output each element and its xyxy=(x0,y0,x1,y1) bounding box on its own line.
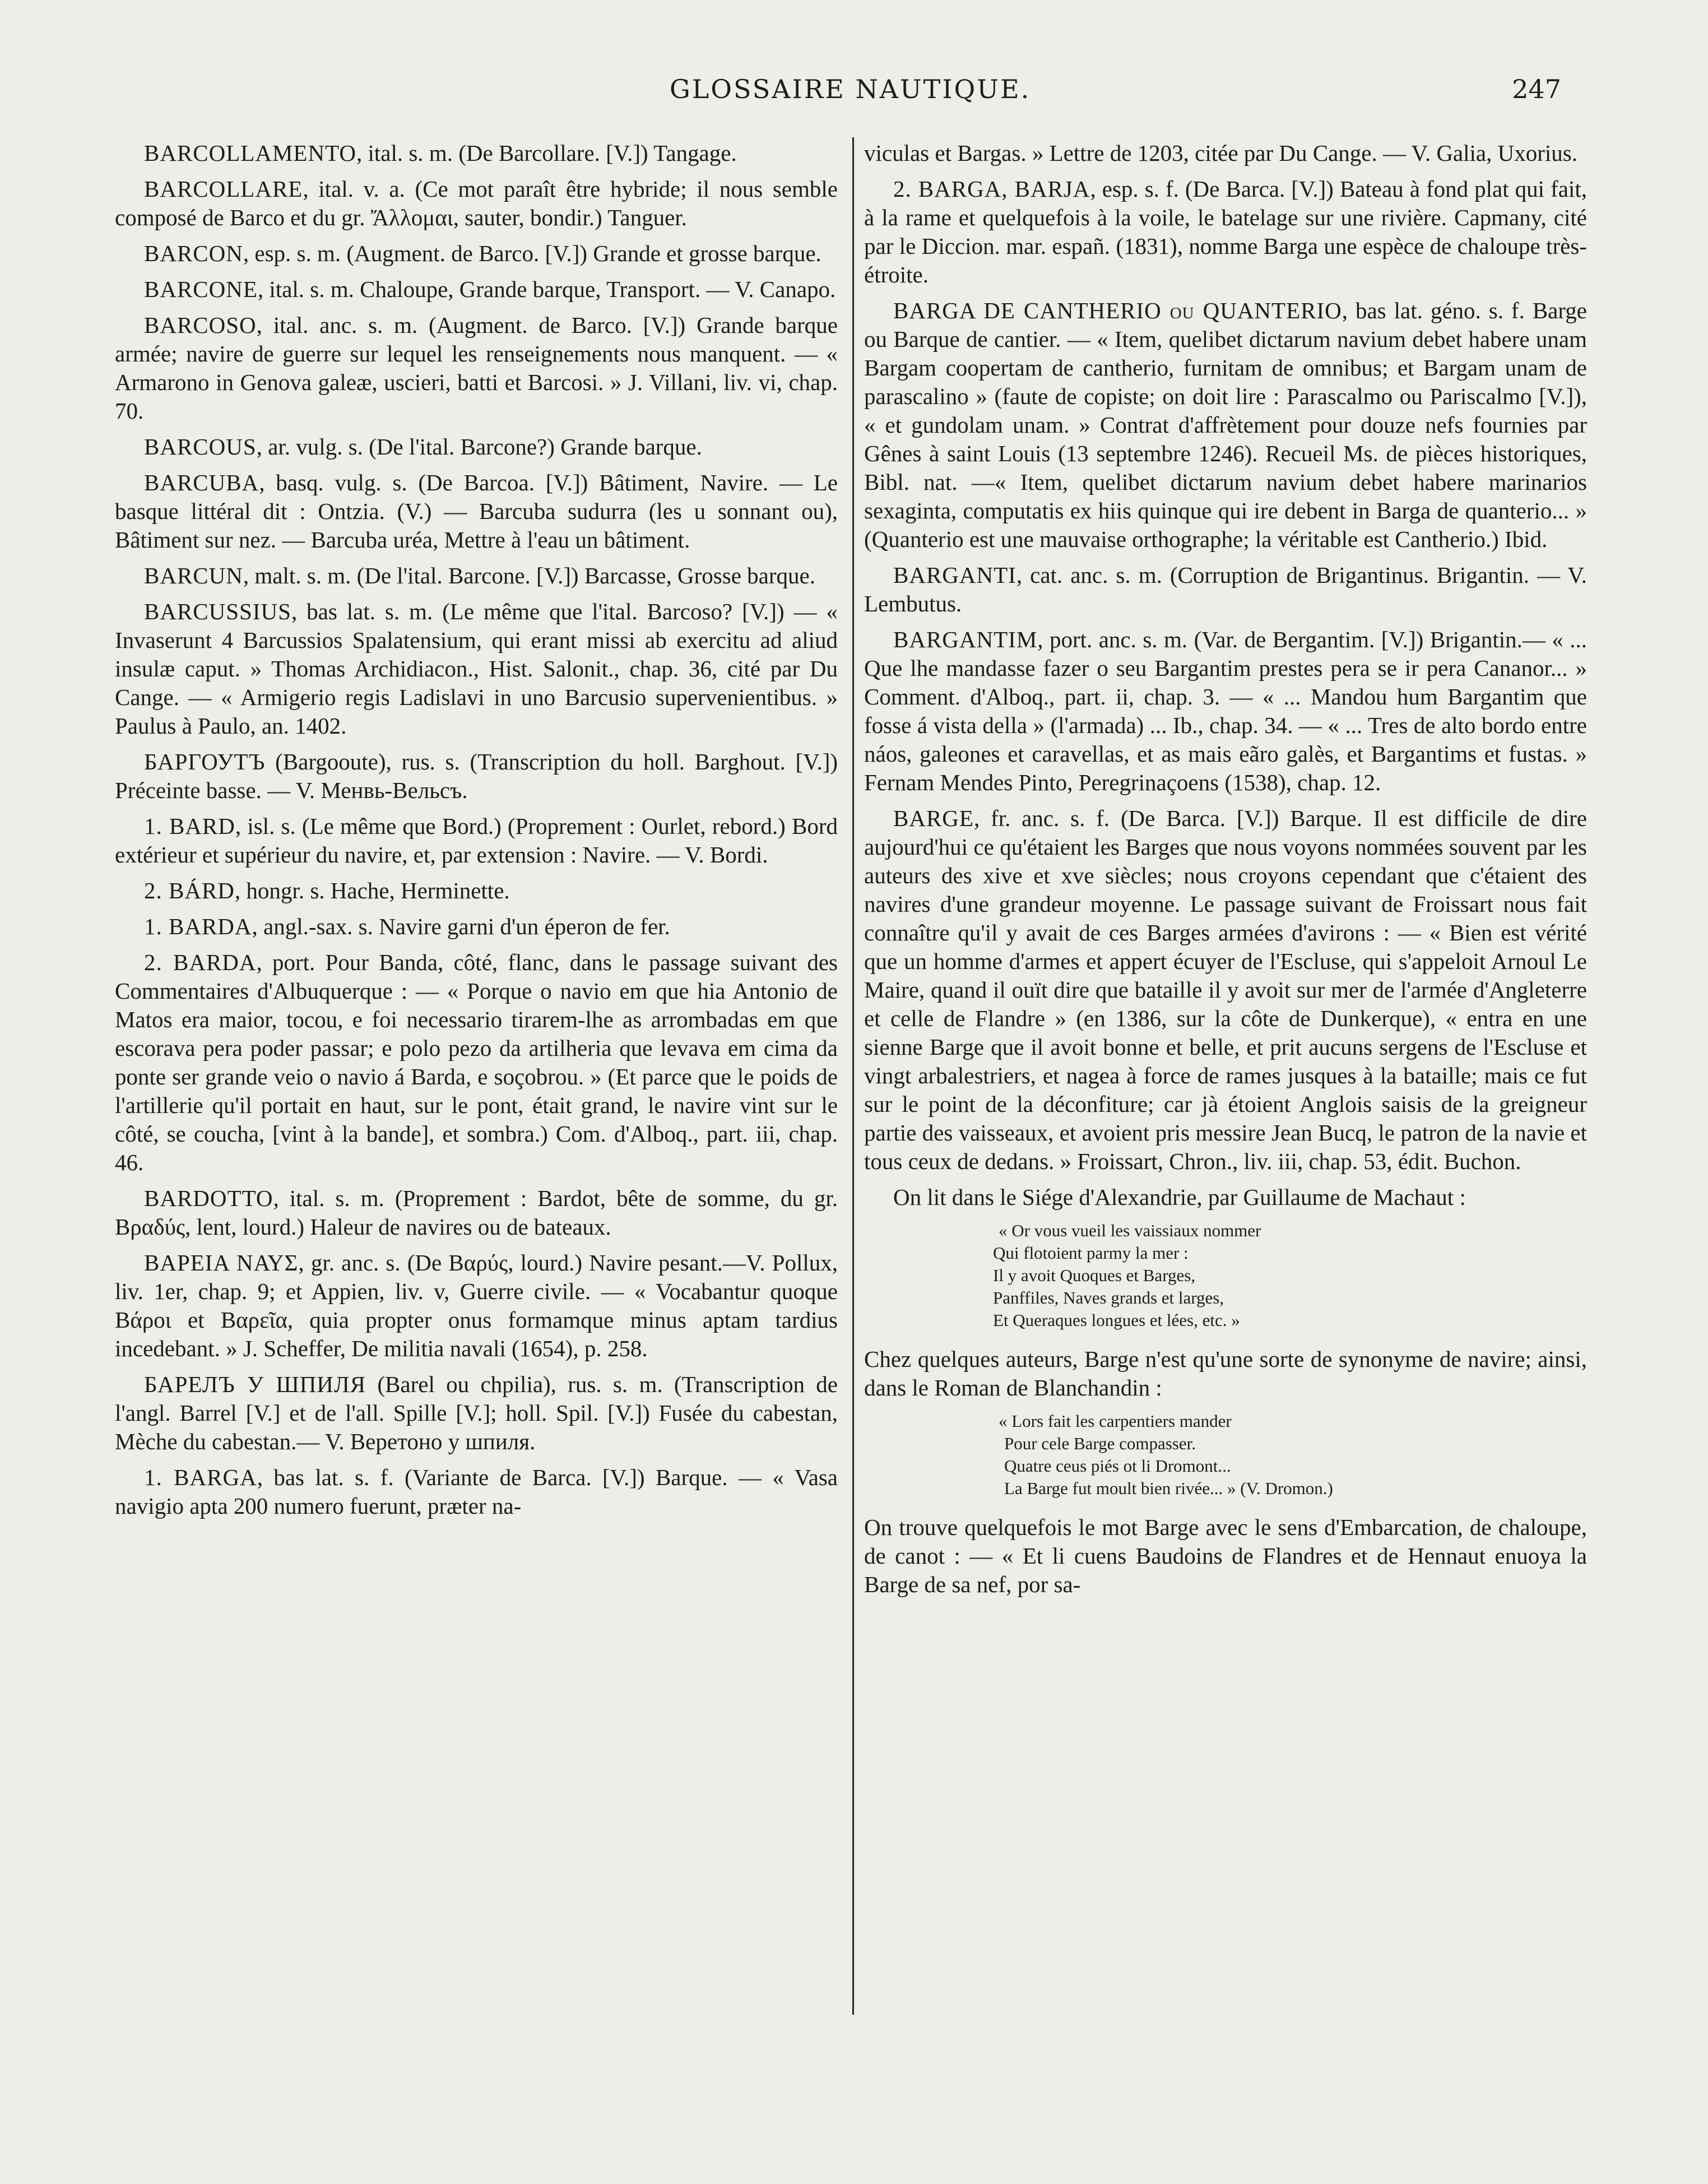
entry-text: , fr. anc. s. f. (De Barca. [V.]) Barque. Il est difficile de dire aujourd'hui ce qu'étaient les Barges que nous voyons nommées souvent par les auteurs des xive et xve siècles; nous croyons cependant que c'étaient des navires d'une grandeur moyenne. Le passage suivant de Froissart nous fait connaître qu'il y avait de ces Barges armées d'avirons : — « Bien est vérité que un homme d'armes et appert écuyer de l'Escluse, qui s'appeloit Arnoul Le Maire, quand il ouït dire que bataille il y avoit sur mer de l'armée d'Angleterre et celle de Flandre » (en 1386, sur la côte de Dunkerque), « entra en une sienne Barge que il avoit bonne et belle, et prit aucuns sergens de l'Escluse et vingt arbalestriers, et nagea à force de rames jusques à la bataille; mais ce fut sur le point de la déconfiture; car jà étoient Anglois saisis de la greigneur partie des vaisseaux, et avoient pris messire Jean Bucq, le patron de la navie et tous ceux de dedans. » Froissart, Chron., liv. iii, chap. 53, édit. Buchon. xyxy=(864,805,1587,1174)
body-paragraph: Chez quelques auteurs, Barge n'est qu'une sorte de synonyme de navire; ainsi, dans le Roman de Blanchandin : xyxy=(864,1346,1587,1401)
glossary-entry xyxy=(115,1370,838,1456)
glossary-entry xyxy=(115,139,838,168)
entry-text: , esp. s. m. (Augment. de Barco. [V.]) Grande et grosse barque. xyxy=(243,240,821,266)
entry-text: (Bargooute), rus. s. (Transcription du holl. Barghout. [V.]) Préceinte basse. — V. Менвь-Вельсъ. xyxy=(115,749,838,803)
entry-headword: BARGE xyxy=(893,805,974,831)
glossary-entry xyxy=(864,804,1587,1176)
glossary-entry xyxy=(115,469,838,554)
glossary-entry xyxy=(864,561,1587,618)
entry-text: , bas lat. s. f. (Variante de Barca. [V.]) Barque. — « Vasa navigio apta 200 numero fuerunt, præter na- xyxy=(115,1464,838,1519)
glossary-entry xyxy=(115,311,838,425)
continued-text: viculas et Bargas. » Lettre de 1203, citée par Du Cange. — V. Galia, Uxorius. xyxy=(864,140,1577,166)
glossary-entry xyxy=(115,1184,838,1241)
entry-headword: БАРГОУТЪ xyxy=(144,749,266,775)
entry-text: , bas lat. géno. s. f. Barge ou Barque de cantier. — « Item, quelibet dictarum navium debet habere unam Bargam coopertam de cantherio, furnitam de omnibus; et Bargam unam de parascalino » (faute de copiste; on doit lire : Parascalmo ou Pariscalmo [V.]), « et gundolam unam. » Contrat d'affrètement pour douze nefs fournies par Gênes à saint Louis (13 septembre 1246). Recueil Ms. de pièces historiques, Bibl. nat. —« Item, quelibet dictarum navium debet habere marinarios sexaginta, computatis ex hiis quinque qui ire debent in Barga de quanterio... » (Quanterio est une mauvaise orthographe; la véritable est Cantherio.) Ibid. xyxy=(864,298,1587,552)
glossary-entry xyxy=(115,1463,838,1520)
verse-line: Panffiles, Naves grands et larges, xyxy=(993,1288,1224,1307)
entry-text: , basq. vulg. s. (De Barcoa. [V.]) Bâtiment, Navire. — Le basque littéral dit : Ontzia. (V.) — Barcuba sudurra (les u sonnant ou), Bâtiment sur nez. — Barcuba uréa, Mettre à l'eau un bâtiment. xyxy=(115,470,838,553)
verse-line: Qui flotoient parmy la mer : xyxy=(993,1243,1189,1263)
entry-text: , malt. s. m. (De l'ital. Barcone. [V.]) Barcasse, Grosse barque. xyxy=(243,563,815,588)
glossary-entry xyxy=(115,433,838,461)
glossary-entry xyxy=(115,1249,838,1363)
entry-headword: BARGA DE CANTHERIO ou QUANTERIO xyxy=(893,298,1342,323)
entry-headword: BARDOTTO xyxy=(144,1185,273,1211)
glossary-entry xyxy=(115,748,838,805)
entry-text: , gr. anc. s. (De Βαρύς, lourd.) Navire pesant.—V. Pollux, liv. 1er, chap. 9; et Appien, liv. v, Guerre civile. — « Vocabantur quoque Βάροι et Βαρεῖα, quia propter onus formamque minus aptam tardius incedebant. » J. Scheffer, De militia navali (1654), p. 258. xyxy=(115,1250,838,1361)
entry-text: , ital. anc. s. m. (Augment. de Barco. [V.]) Grande barque armée; navire de guerre sur lequel les renseignements nous manquent. — « Armarono in Genova galeæ, uscieri, batti et Barcosi. » J. Villani, liv. vi, chap. 70. xyxy=(115,312,838,424)
entry-headword: BARCUN xyxy=(144,563,243,588)
body-paragraph: On lit dans le Siége d'Alexandrie, par Guillaume de Machaut : xyxy=(893,1184,1466,1210)
entry-text: , angl.-sax. s. Navire garni d'un éperon de fer. xyxy=(252,914,670,939)
entry-headword: BARCONE xyxy=(144,276,258,302)
entry-text: (Barel ou chpilia), rus. s. m. (Transcription de l'angl. Barrel [V.] et de l'all. Spille [V.]; holl. Spil. [V.]) Fusée du cabestan, Mèche du cabestan.— V. Веретоно у шпиля. xyxy=(115,1371,838,1454)
glossary-entry xyxy=(864,625,1587,797)
verse-line: Et Queraques longues et lées, etc. » xyxy=(993,1310,1240,1330)
entry-text: , port. Pour Banda, côté, flanc, dans le passage suivant des Commentaires d'Albuquerque : — « Porque o navio em que hia Antonio de Matos era maior, tocou, e foi necessario tirarem-lhe as arrombadas em que escorava pera poder passar; e polo pezo da artilheria que levava em cima da ponte ser grande veio o navio á Barda, e soçobrou. » (Et parce que le poids de l'artillerie qu'il portait en haut, sur le pont, était grand, le navire vint sur le côté, se coucha, [vint à la bande], et sombra.) Com. d'Alboq., part. iii, chap. 46. xyxy=(115,949,838,1175)
page-title: GLOSSAIRE NAUTIQUE. xyxy=(670,74,1031,104)
glossary-entry xyxy=(115,275,838,304)
running-header xyxy=(0,74,1708,113)
verse-line: Quatre ceus piés ot li Dromont... xyxy=(1004,1456,1231,1476)
entry-text: , port. anc. s. m. (Var. de Bergantim. [V.]) Brigantin.— « ... Que lhe mandasse fazer o seu Bargantim prestes pera se ir pera Cananor... » Comment. d'Alboq., part. ii, chap. 3. — « ... Mandou hum Bargantim que fosse á vista della » (l'armada) ... Ib., chap. 34. — « ... Tres de alto bordo entre náos, galeones et caravellas, et as mais eãro galès, et Bargantims et fustas. » Fernam Mendes Pinto, Peregrinaçoens (1538), chap. 12. xyxy=(864,627,1587,795)
entry-headword: 1. BARDA xyxy=(144,914,252,939)
entry-text: , esp. s. f. (De Barca. [V.]) Bateau à fond plat qui fait, à la rame et quelquefois à la voile, le batelage sur une rivière. Capmany, cité par le Diccion. mar. españ. (1831), nomme Barga une espèce de chaloupe très-étroite. xyxy=(864,176,1587,288)
glossary-entry xyxy=(115,877,838,905)
verse-quotation xyxy=(864,1410,1587,1500)
entry-text: , bas lat. s. m. (Le même que l'ital. Barcoso? [V.]) — « Invaserunt 4 Barcussios Spalatensium, qui erant missi ab exercitu ad aliud insulæ caput. » Thomas Archidiacon., Hist. Salonit., chap. 36, cité par Du Cange. — « Armigerio regis Ladislavi in uno Barcusio supervenientibus. » Paulus à Paulo, an. 1402. xyxy=(115,599,838,739)
entry-text: , cat. anc. s. m. (Corruption de Brigantinus. Brigantin. — V. Lembutus. xyxy=(864,562,1587,616)
glossary-entry xyxy=(864,296,1587,554)
entry-headword: BAPEIA ΝΑΥΣ xyxy=(144,1250,299,1276)
right-column xyxy=(864,139,1587,1606)
verse-line: La Barge fut moult bien rivée... » (V. Dromon.) xyxy=(1004,1478,1333,1498)
column-divider xyxy=(852,137,854,2015)
entry-text: , isl. s. (Le même que Bord.) (Proprement : Ourlet, rebord.) Bord extérieur et supérieur du navire, et, par extension : Navire. — V. Bordi. xyxy=(115,813,838,868)
glossary-entry xyxy=(115,948,838,1177)
verse-line: Pour cele Barge compasser. xyxy=(1004,1434,1196,1453)
verse-line: Il y avoit Quoques et Barges, xyxy=(993,1265,1196,1285)
entry-headword: BARCUBA xyxy=(144,470,259,495)
entry-headword: BARCOLLAMENTO xyxy=(144,140,356,166)
entry-text: , ar. vulg. s. (De l'ital. Barcone?) Grande barque. xyxy=(256,434,702,460)
page-number: 247 xyxy=(1512,74,1561,104)
entry-text: , ital. v. a. (Ce mot paraît être hybride; il nous semble composé de Barco et du gr. Ἄλλομαι, sauter, bondir.) Tanguer. xyxy=(115,176,838,230)
entry-text: , ital. s. m. (De Barcollare. [V.]) Tangage. xyxy=(356,140,737,166)
entry-headword: БАРЕЛЪ У ШПИЛЯ xyxy=(144,1371,366,1397)
glossary-entry xyxy=(115,812,838,869)
entry-headword: 2. BARDA xyxy=(144,949,257,975)
glossary-entry xyxy=(115,239,838,268)
entry-headword: BARCOSO xyxy=(144,312,257,338)
glossary-entry xyxy=(864,175,1587,289)
entry-text: , ital. s. m. (Proprement : Bardot, bête de somme, du gr. Βραδύς, lent, lourd.) Haleur de navires ou de bateaux. xyxy=(115,1185,838,1240)
entry-text: , ital. s. m. Chaloupe, Grande barque, Transport. — V. Canapo. xyxy=(257,276,836,302)
entry-headword: BARCUSSIUS xyxy=(144,599,291,624)
entry-text: , hongr. s. Hache, Herminette. xyxy=(234,878,510,903)
body-paragraph: On trouve quelquefois le mot Barge avec le sens d'Embarcation, de chaloupe, de canot : — « Et li cuens Baudoins de Flandres et de Hennaut enuoya la Barge de sa nef, por sa- xyxy=(864,1514,1587,1597)
left-column xyxy=(115,139,838,1528)
entry-headword: BARCON xyxy=(144,240,243,266)
glossary-entry xyxy=(115,912,838,941)
entry-headword: BARCOUS xyxy=(144,434,257,460)
entry-headword: 2. BARGA, BARJA xyxy=(893,176,1090,202)
entry-headword: 2. BÁRD xyxy=(144,878,235,903)
entry-headword: BARCOLLARE xyxy=(144,176,303,202)
entry-headword: BARGANTI xyxy=(893,562,1017,588)
verse-line: « Or vous vueil les vaissiaux nommer xyxy=(999,1221,1261,1240)
glossary-entry xyxy=(115,562,838,590)
verse-quotation xyxy=(864,1219,1587,1332)
entry-headword: BARGANTIM xyxy=(893,627,1038,652)
verse-line: « Lors fait les carpentiers mander xyxy=(999,1411,1232,1431)
entry-headword: 1. BARD xyxy=(144,813,235,839)
glossary-entry xyxy=(115,175,838,232)
entry-headword: 1. BARGA xyxy=(144,1464,257,1490)
glossary-entry xyxy=(115,597,838,740)
